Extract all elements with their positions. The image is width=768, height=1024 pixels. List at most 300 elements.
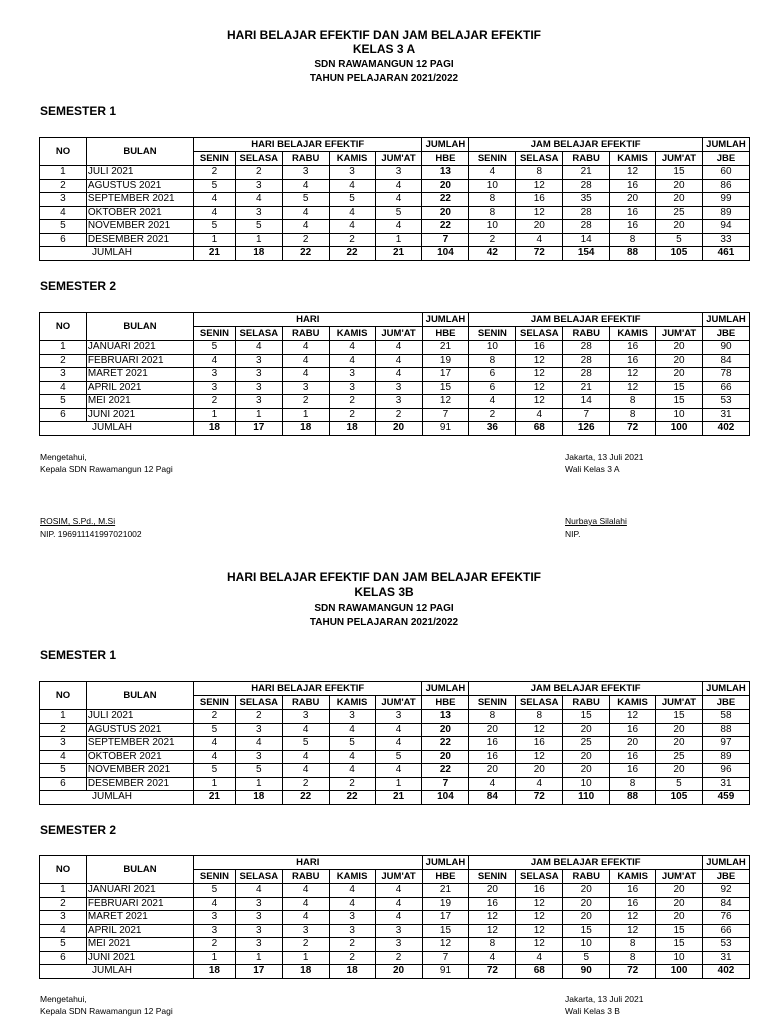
sign-left-line2: Kepala SDN Rawamangun 12 Pagi: [40, 1006, 173, 1016]
header-row: [40, 856, 750, 870]
hbe-cell: 20: [422, 206, 469, 220]
hari-cell: 4: [282, 750, 329, 764]
hari-cell: 2: [194, 938, 236, 952]
semester-heading: SEMESTER 1: [40, 104, 117, 118]
jbe-cell: 84: [703, 897, 750, 911]
jam-cell: 8: [610, 233, 656, 247]
hari-cell: 4: [282, 341, 329, 355]
total-label: JUMLAH: [40, 965, 194, 979]
hari-cell: 4: [282, 723, 329, 737]
row-no: 1: [40, 710, 87, 724]
hari-cell: 2: [282, 777, 329, 791]
total-jam-cell: 105: [656, 247, 703, 261]
hbe-cell: 19: [422, 897, 469, 911]
day-header: KAMIS: [329, 152, 375, 166]
row-month: NOVEMBER 2021: [86, 220, 193, 234]
jam-cell: 12: [516, 206, 563, 220]
hari-cell: 1: [282, 408, 329, 422]
jam-cell: 12: [610, 924, 656, 938]
semester-heading: SEMESTER 2: [40, 279, 117, 293]
table-row: [40, 368, 750, 382]
table-row: [40, 193, 750, 207]
total-hari-cell: 18: [329, 422, 375, 436]
jbe-cell: 31: [703, 951, 750, 965]
hbe-cell: 12: [422, 395, 469, 409]
total-hari-cell: 22: [329, 791, 375, 805]
jam-cell: 21: [563, 381, 610, 395]
principal-nip: NIP. 196911141997021002: [40, 529, 142, 539]
total-jam-cell: 68: [516, 422, 563, 436]
col-header-no: NO: [40, 682, 87, 710]
hbe-cell: 21: [422, 341, 469, 355]
jbe-cell: 88: [702, 723, 749, 737]
hari-cell: 3: [194, 381, 236, 395]
table-row: [40, 166, 750, 180]
jam-cell: 12: [516, 381, 563, 395]
total-hari-cell: 20: [375, 422, 422, 436]
jam-cell: 12: [610, 710, 656, 724]
hbe-cell: 12: [422, 938, 469, 952]
hari-cell: 4: [329, 354, 375, 368]
jam-cell: 20: [656, 220, 703, 234]
col-header-jumlah-jbe: JUMLAH: [702, 138, 749, 152]
jam-cell: 20: [656, 179, 703, 193]
teacher-nip: NIP.: [565, 529, 581, 539]
hari-cell: 3: [375, 938, 422, 952]
hari-cell: 4: [282, 911, 329, 925]
jam-cell: 25: [656, 750, 703, 764]
jam-cell: 8: [469, 710, 516, 724]
hari-cell: 3: [329, 924, 375, 938]
row-month: FEBRUARI 2021: [86, 354, 193, 368]
col-header-bulan: BULAN: [86, 313, 193, 341]
hari-cell: 4: [194, 750, 236, 764]
hari-cell: 4: [235, 341, 282, 355]
hari-cell: 4: [282, 179, 329, 193]
hari-cell: 2: [282, 233, 329, 247]
jam-cell: 28: [563, 220, 610, 234]
hari-cell: 4: [329, 220, 375, 234]
jam-cell: 5: [656, 777, 703, 791]
total-jbe-cell: 459: [702, 791, 749, 805]
jam-cell: 35: [563, 193, 610, 207]
col-header-bulan: BULAN: [86, 138, 193, 166]
table-row: [40, 951, 750, 965]
jam-cell: 10: [469, 179, 516, 193]
row-month: MEI 2021: [86, 938, 193, 952]
hari-cell: 3: [329, 368, 375, 382]
row-month: OKTOBER 2021: [86, 750, 193, 764]
table-row: [40, 341, 750, 355]
header-row: [40, 313, 750, 327]
row-no: 4: [40, 206, 87, 220]
jam-cell: 15: [563, 710, 610, 724]
total-jam-cell: 90: [563, 965, 610, 979]
hari-cell: 2: [329, 395, 375, 409]
jam-cell: 20: [563, 884, 610, 898]
total-hari-cell: 18: [282, 422, 329, 436]
day-header: KAMIS: [329, 327, 375, 341]
table-row: [40, 764, 750, 778]
jam-cell: 20: [656, 737, 703, 751]
day-header: SENIN: [194, 696, 236, 710]
hari-cell: 4: [329, 341, 375, 355]
school-year-3b: TAHUN PELAJARAN 2021/2022: [309, 617, 459, 628]
jam-cell: 20: [656, 193, 703, 207]
row-no: 6: [40, 233, 87, 247]
hari-cell: 2: [329, 777, 375, 791]
hari-cell: 2: [235, 166, 282, 180]
jbe-cell: 60: [702, 166, 749, 180]
semester-heading: SEMESTER 1: [40, 648, 117, 662]
hari-cell: 5: [375, 206, 422, 220]
hari-cell: 4: [235, 737, 282, 751]
col-header-no: NO: [40, 313, 87, 341]
hari-cell: 4: [235, 884, 282, 898]
jam-cell: 10: [656, 951, 703, 965]
row-month: SEPTEMBER 2021: [86, 737, 193, 751]
jam-cell: 16: [469, 750, 516, 764]
jbe-cell: 84: [703, 354, 750, 368]
hari-cell: 3: [235, 750, 282, 764]
row-month: DESEMBER 2021: [86, 777, 193, 791]
col-header-hari: HARI: [194, 313, 422, 327]
hari-cell: 5: [194, 884, 236, 898]
total-hari-cell: 21: [194, 791, 236, 805]
jam-cell: 28: [563, 179, 610, 193]
total-row: [40, 965, 750, 979]
hari-cell: 3: [329, 911, 375, 925]
row-no: 3: [40, 737, 87, 751]
col-header-no: NO: [40, 856, 87, 884]
school-year-3a: TAHUN PELAJARAN 2021/2022: [309, 73, 459, 84]
jam-cell: 10: [656, 408, 703, 422]
row-no: 6: [40, 408, 87, 422]
jam-cell: 12: [516, 395, 563, 409]
hari-cell: 1: [235, 777, 282, 791]
day-header: RABU: [563, 327, 610, 341]
hbe-cell: 15: [422, 381, 469, 395]
row-month: JUNI 2021: [86, 951, 193, 965]
hari-cell: 5: [194, 179, 236, 193]
col-header-jam: JAM BELAJAR EFEKTIF: [469, 682, 703, 696]
jbe-cell: 33: [702, 233, 749, 247]
hari-cell: 4: [375, 341, 422, 355]
day-header: JUM'AT: [656, 152, 703, 166]
jam-cell: 8: [469, 206, 516, 220]
col-header-hari: HARI BELAJAR EFEKTIF: [194, 138, 422, 152]
hari-cell: 4: [329, 884, 375, 898]
hari-cell: 3: [194, 911, 236, 925]
col-header-jam: JAM BELAJAR EFEKTIF: [469, 856, 703, 870]
total-hari-cell: 18: [235, 247, 282, 261]
hari-cell: 4: [375, 737, 422, 751]
total-hari-cell: 22: [329, 247, 375, 261]
jbe-cell: 89: [702, 750, 749, 764]
day-header: JUM'AT: [375, 696, 422, 710]
sign-left-line2: Kepala SDN Rawamangun 12 Pagi: [40, 464, 173, 474]
jam-cell: 4: [469, 395, 516, 409]
hari-cell: 1: [194, 951, 236, 965]
day-header: SENIN: [469, 870, 516, 884]
row-no: 2: [40, 354, 87, 368]
jam-cell: 8: [610, 938, 656, 952]
table-row: [40, 354, 750, 368]
jam-cell: 12: [516, 911, 563, 925]
hari-cell: 4: [194, 354, 236, 368]
jam-cell: 15: [656, 381, 703, 395]
page-title-3a: HARI BELAJAR EFEKTIF DAN JAM BELAJAR EFEKTIF: [226, 28, 541, 42]
table-row: [40, 737, 750, 751]
hbe-cell: 22: [422, 764, 469, 778]
jbe-cell: 53: [703, 938, 750, 952]
jam-cell: 20: [656, 897, 703, 911]
jam-cell: 20: [656, 368, 703, 382]
jam-cell: 4: [469, 777, 516, 791]
col-header-jumlah-jbe: JUMLAH: [703, 856, 750, 870]
hbe-cell: 7: [422, 408, 469, 422]
jbe-cell: 89: [702, 206, 749, 220]
jam-cell: 4: [516, 777, 563, 791]
hari-cell: 3: [282, 710, 329, 724]
jam-cell: 12: [610, 166, 656, 180]
jbe-cell: 31: [703, 408, 750, 422]
hari-cell: 3: [194, 924, 236, 938]
total-row: [40, 247, 750, 261]
day-header: JUM'AT: [375, 327, 422, 341]
row-month: MEI 2021: [86, 395, 193, 409]
day-header: SENIN: [469, 696, 516, 710]
class-title-3a: KELAS 3 A: [352, 42, 416, 56]
day-header: JUM'AT: [656, 696, 703, 710]
jam-cell: 4: [516, 951, 563, 965]
jam-cell: 28: [563, 354, 610, 368]
hari-cell: 4: [375, 220, 422, 234]
hari-cell: 4: [375, 764, 422, 778]
hbe-cell: 20: [422, 179, 469, 193]
jam-cell: 20: [656, 723, 703, 737]
jam-cell: 12: [516, 368, 563, 382]
hari-cell: 3: [235, 206, 282, 220]
jam-cell: 15: [656, 166, 703, 180]
hbe-cell: 7: [422, 233, 469, 247]
hari-cell: 5: [282, 737, 329, 751]
hari-cell: 4: [282, 897, 329, 911]
hari-cell: 4: [194, 897, 236, 911]
jam-cell: 8: [469, 354, 516, 368]
hari-cell: 3: [375, 381, 422, 395]
jam-cell: 16: [610, 341, 656, 355]
jam-cell: 12: [610, 368, 656, 382]
hari-cell: 3: [329, 381, 375, 395]
total-jam-cell: 88: [610, 791, 656, 805]
jbe-cell: 78: [703, 368, 750, 382]
jbe-cell: 92: [703, 884, 750, 898]
jam-cell: 16: [610, 897, 656, 911]
hari-cell: 4: [194, 193, 236, 207]
jam-cell: 15: [656, 395, 703, 409]
jam-cell: 16: [516, 341, 563, 355]
jam-cell: 16: [516, 737, 563, 751]
total-hari-cell: 22: [282, 791, 329, 805]
row-month: DESEMBER 2021: [86, 233, 193, 247]
jam-cell: 6: [469, 381, 516, 395]
row-no: 3: [40, 911, 87, 925]
school-name-3b: SDN RAWAMANGUN 12 PAGI: [314, 603, 454, 614]
attendance-table: [39, 312, 750, 436]
table-row: [40, 710, 750, 724]
attendance-table: [39, 855, 750, 979]
jam-cell: 20: [469, 723, 516, 737]
hari-cell: 5: [194, 220, 236, 234]
jam-cell: 12: [469, 924, 516, 938]
table-row: [40, 179, 750, 193]
sign-right-line1: Jakarta, 13 Juli 2021: [565, 452, 644, 462]
day-header: KAMIS: [610, 327, 656, 341]
day-header: SELASA: [516, 870, 563, 884]
total-hari-cell: 22: [282, 247, 329, 261]
jam-cell: 7: [563, 408, 610, 422]
sign-left-line1: Mengetahui,: [40, 994, 87, 1004]
jam-cell: 8: [610, 951, 656, 965]
table-row: [40, 938, 750, 952]
jam-cell: 12: [516, 179, 563, 193]
hari-cell: 1: [375, 777, 422, 791]
jam-cell: 14: [563, 233, 610, 247]
table-row: [40, 777, 750, 791]
hari-cell: 5: [235, 220, 282, 234]
hari-cell: 5: [194, 764, 236, 778]
hari-cell: 4: [282, 368, 329, 382]
jam-cell: 16: [610, 206, 656, 220]
row-month: JULI 2021: [86, 166, 193, 180]
day-header: RABU: [563, 696, 610, 710]
jam-cell: 12: [516, 354, 563, 368]
table-row: [40, 723, 750, 737]
jam-cell: 20: [656, 341, 703, 355]
hari-cell: 4: [375, 723, 422, 737]
total-hbe-cell: 91: [422, 965, 469, 979]
hari-cell: 3: [282, 381, 329, 395]
hari-cell: 4: [375, 911, 422, 925]
col-header-hari: HARI BELAJAR EFEKTIF: [194, 682, 422, 696]
page-title-3b: HARI BELAJAR EFEKTIF DAN JAM BELAJAR EFEKTIF: [226, 570, 541, 584]
jam-cell: 12: [516, 897, 563, 911]
jam-cell: 12: [469, 911, 516, 925]
total-jbe-cell: 402: [703, 422, 750, 436]
day-header: SELASA: [516, 152, 563, 166]
hbe-cell: 22: [422, 193, 469, 207]
jam-cell: 8: [516, 166, 563, 180]
jam-cell: 2: [469, 408, 516, 422]
day-header: SELASA: [235, 696, 282, 710]
hari-cell: 3: [235, 924, 282, 938]
jam-cell: 8: [610, 777, 656, 791]
jbe-cell: 96: [702, 764, 749, 778]
jam-cell: 8: [469, 193, 516, 207]
hbe-cell: 15: [422, 924, 469, 938]
hari-cell: 4: [282, 884, 329, 898]
jam-cell: 20: [516, 764, 563, 778]
jam-cell: 10: [563, 777, 610, 791]
row-month: APRIL 2021: [86, 924, 193, 938]
total-jam-cell: 105: [656, 791, 703, 805]
jam-cell: 8: [469, 938, 516, 952]
hari-cell: 5: [235, 764, 282, 778]
hari-cell: 5: [282, 193, 329, 207]
hari-cell: 3: [375, 166, 422, 180]
total-label: JUMLAH: [40, 247, 194, 261]
jam-cell: 16: [610, 764, 656, 778]
hari-cell: 4: [329, 750, 375, 764]
hari-cell: 4: [282, 354, 329, 368]
total-hbe-cell: 104: [422, 791, 469, 805]
day-header: KAMIS: [610, 870, 656, 884]
hari-cell: 5: [329, 737, 375, 751]
row-no: 1: [40, 166, 87, 180]
jam-cell: 16: [610, 750, 656, 764]
hari-cell: 1: [235, 233, 282, 247]
total-jam-cell: 110: [563, 791, 610, 805]
total-jbe-cell: 402: [703, 965, 750, 979]
jam-cell: 8: [516, 710, 563, 724]
day-header: RABU: [282, 696, 329, 710]
total-hari-cell: 21: [375, 791, 422, 805]
total-hari-cell: 18: [194, 965, 236, 979]
jam-cell: 21: [563, 166, 610, 180]
jbe-cell: 86: [702, 179, 749, 193]
total-jam-cell: 100: [656, 965, 703, 979]
total-jam-cell: 72: [516, 791, 563, 805]
day-header: JUM'AT: [656, 870, 703, 884]
total-hari-cell: 17: [235, 422, 282, 436]
jam-cell: 4: [469, 951, 516, 965]
hari-cell: 3: [375, 395, 422, 409]
total-hari-cell: 18: [235, 791, 282, 805]
jam-cell: 20: [656, 911, 703, 925]
jam-cell: 2: [469, 233, 516, 247]
hbe-cell: 7: [422, 777, 469, 791]
total-hari-cell: 18: [194, 422, 236, 436]
hari-cell: 3: [375, 924, 422, 938]
day-header: KAMIS: [610, 152, 656, 166]
jbe-cell: 99: [702, 193, 749, 207]
row-month: APRIL 2021: [86, 381, 193, 395]
hari-cell: 4: [375, 368, 422, 382]
hari-cell: 1: [235, 408, 282, 422]
col-header-jumlah-hbe: JUMLAH: [422, 138, 469, 152]
hari-cell: 1: [235, 951, 282, 965]
total-row: [40, 791, 750, 805]
hari-cell: 3: [235, 723, 282, 737]
school-name-3a: SDN RAWAMANGUN 12 PAGI: [314, 59, 454, 70]
col-header-hbe: HBE: [422, 327, 469, 341]
hbe-cell: 13: [422, 166, 469, 180]
day-header: RABU: [282, 152, 329, 166]
hari-cell: 2: [375, 951, 422, 965]
hari-cell: 3: [329, 710, 375, 724]
hari-cell: 3: [375, 710, 422, 724]
jbe-cell: 76: [703, 911, 750, 925]
total-label: JUMLAH: [40, 422, 194, 436]
col-header-jam: JAM BELAJAR EFEKTIF: [469, 138, 703, 152]
jbe-cell: 66: [703, 381, 750, 395]
hari-cell: 2: [329, 233, 375, 247]
hari-cell: 1: [375, 233, 422, 247]
total-jam-cell: 36: [469, 422, 516, 436]
jam-cell: 10: [469, 341, 516, 355]
col-header-jumlah-hbe: JUMLAH: [422, 682, 469, 696]
